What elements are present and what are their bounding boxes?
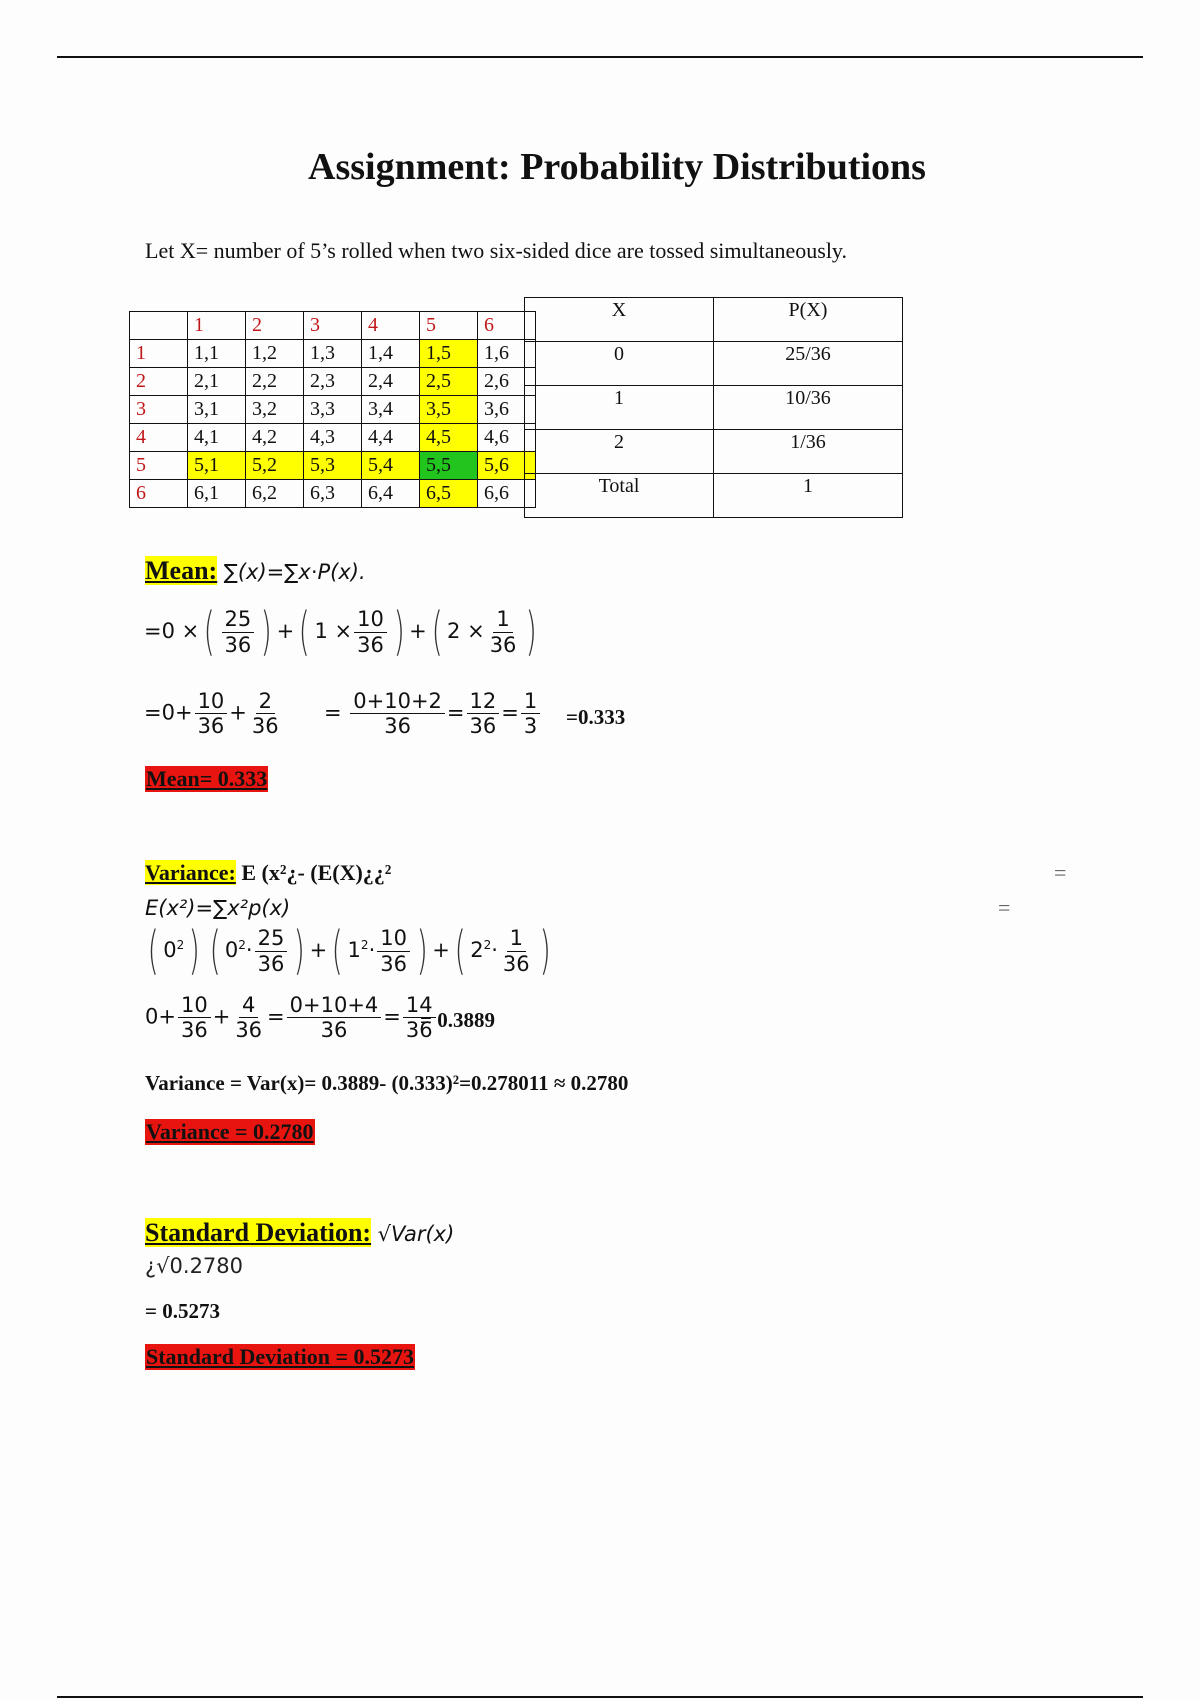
row-header: 1 (130, 340, 188, 368)
col-header: 4 (362, 312, 420, 340)
outcome-cell: 4,1 (188, 424, 246, 452)
std-formula: √Var(x) (377, 1222, 455, 1246)
outcome-cell: 6,3 (304, 480, 362, 508)
outcome-cell: 6,2 (246, 480, 304, 508)
outcome-cell: 5,6 (478, 452, 536, 480)
row-header: 4 (130, 424, 188, 452)
variance-formula: E (x²¿- (E(X)¿¿² (241, 860, 392, 885)
row-header: 2 (130, 368, 188, 396)
table-row (525, 474, 903, 518)
outcome-cell: 1,6 (478, 340, 536, 368)
std-sqrt-line: ¿√0.2780 (145, 1254, 244, 1278)
table-row (130, 396, 536, 424)
bottom-rule (57, 1696, 1143, 1698)
row-header: 3 (130, 396, 188, 424)
outcome-cell: 1,4 (362, 340, 420, 368)
outcome-cell: 5,2 (246, 452, 304, 480)
variance-result: = 0.3889 (420, 1008, 495, 1032)
page-title: Assignment: Probability Distributions (308, 146, 926, 188)
row-header: 5 (130, 452, 188, 480)
corner-cell (130, 312, 188, 340)
variance-label: Variance: (145, 860, 236, 885)
col-header: 1 (188, 312, 246, 340)
outcome-cell: 2,4 (362, 368, 420, 396)
mean-heading-line (145, 556, 366, 586)
x-cell: 1 (525, 386, 714, 430)
probability-table (524, 297, 903, 518)
outcome-cell: 3,4 (362, 396, 420, 424)
col-header: 6 (478, 312, 536, 340)
outcome-cell: 5,3 (304, 452, 362, 480)
outcome-cell: 4,5 (420, 424, 478, 452)
outcome-cell: 3,2 (246, 396, 304, 424)
col-header: X (525, 298, 714, 342)
mean-result: =0.333 (566, 705, 626, 729)
variance-answer-box: Variance = 0.2780 (146, 1119, 314, 1144)
equals-mark: = (998, 895, 1011, 920)
outcome-cell: 2,1 (188, 368, 246, 396)
table-row (525, 430, 903, 474)
table-row (130, 480, 536, 508)
px-cell: 25/36 (714, 342, 903, 386)
mean-step-2: =0+ $\frac{10}{36}$ + $\frac{2}{36}$ (144, 689, 279, 739)
col-header: 5 (420, 312, 478, 340)
std-answer-box: Standard Deviation = 0.5273 (146, 1344, 415, 1369)
outcome-cell: 5,1 (188, 452, 246, 480)
outcome-cell: 1,2 (246, 340, 304, 368)
row-header: 6 (130, 480, 188, 508)
outcome-cell: 4,6 (478, 424, 536, 452)
top-rule (57, 56, 1143, 58)
outcome-cell: 3,1 (188, 396, 246, 424)
col-header: 2 (246, 312, 304, 340)
std-heading-line (145, 1218, 454, 1248)
px-cell: 10/36 (714, 386, 903, 430)
outcome-cell: 4,3 (304, 424, 362, 452)
col-header: P(X) (714, 298, 903, 342)
outcome-cell: 2,6 (478, 368, 536, 396)
outcome-cell: 2,5 (420, 368, 478, 396)
outcome-cell: 4,4 (362, 424, 420, 452)
table-row (525, 386, 903, 430)
variance-step-1: ( $0^2$) ( $0^2\cdot$ $\frac{25}{36}$ ) +( $1^2\cdot$ $\frac{10}{36}$ ) +( $2^2\cdot$ $\frac{1}{36}$ ) (147, 921, 551, 981)
table-row (130, 368, 536, 396)
table-row (130, 424, 536, 452)
mean-step-1: =0 ×( $\frac{25}{36}$ ) +( 1 × $\frac{10}{36}$ ) +( 2 × $\frac{1}{36}$ ) (144, 602, 538, 662)
mean-step-3: = $\frac{0+10+2}{36}$ = $\frac{12}{36}$ = $\frac{1}{3}$ (324, 689, 542, 738)
variance-calculation: Variance = Var(x)= 0.3889- (0.333)²=0.278011 ≈ 0.2780 (145, 1071, 629, 1095)
variance-step-2: 0+ $\frac{10}{36}$ + $\frac{4}{36}$ = $\frac{0+10+4}{36}$ = $\frac{14}{36}$ (145, 993, 438, 1042)
std-label: Standard Deviation: (145, 1218, 372, 1247)
outcome-cell: 1,5 (420, 340, 478, 368)
outcome-cell: 1,1 (188, 340, 246, 368)
outcome-cell: 5,5 (420, 452, 478, 480)
px-cell: 1/36 (714, 430, 903, 474)
outcome-cell: 3,3 (304, 396, 362, 424)
outcome-cell: 6,1 (188, 480, 246, 508)
mean-label: Mean: (145, 556, 218, 585)
outcome-cell: 6,5 (420, 480, 478, 508)
variance-heading-line (145, 860, 391, 886)
table-row (130, 452, 536, 480)
outcome-cell: 6,4 (362, 480, 420, 508)
table-header-row (525, 298, 903, 342)
table-header-row (130, 312, 536, 340)
mean-answer-box: Mean= 0.333 (146, 766, 268, 791)
table-row (525, 342, 903, 386)
px-cell: 1 (714, 474, 903, 518)
outcome-cell: 2,3 (304, 368, 362, 396)
outcome-cell: 6,6 (478, 480, 536, 508)
outcome-cell: 5,4 (362, 452, 420, 480)
table-row (130, 340, 536, 368)
outcome-cell: 4,2 (246, 424, 304, 452)
x-cell: 0 (525, 342, 714, 386)
outcome-cell: 2,2 (246, 368, 304, 396)
mean-formula: ∑(x)=∑x⋅P(x). (223, 560, 366, 584)
intro-text: Let X= number of 5’s rolled when two six-sided dice are tossed simultaneously. (145, 238, 848, 263)
expectation-line: E(x²)=∑x²p(x) (145, 896, 291, 920)
equals-mark: = (1054, 860, 1067, 885)
dice-outcome-table (129, 311, 536, 508)
outcome-cell: 1,3 (304, 340, 362, 368)
x-cell: Total (525, 474, 714, 518)
std-result: = 0.5273 (145, 1299, 220, 1323)
outcome-cell: 3,6 (478, 396, 536, 424)
x-cell: 2 (525, 430, 714, 474)
col-header: 3 (304, 312, 362, 340)
outcome-cell: 3,5 (420, 396, 478, 424)
